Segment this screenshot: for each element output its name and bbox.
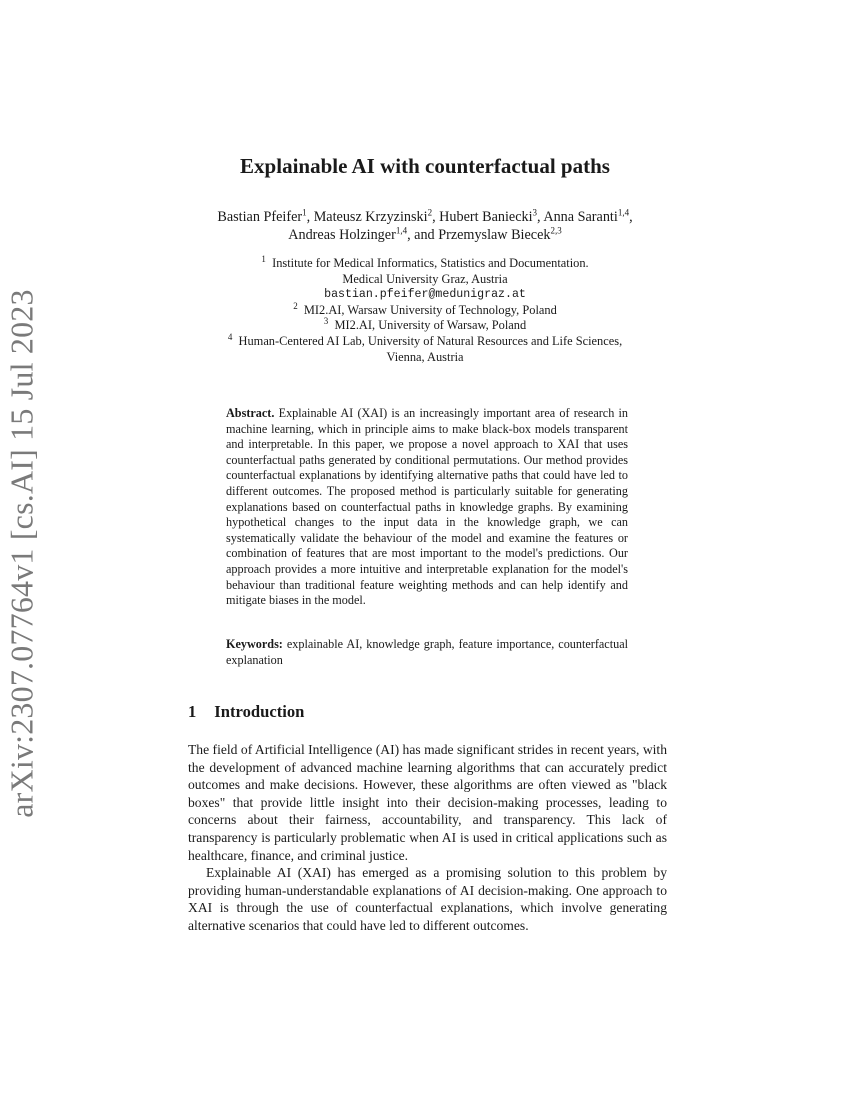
paragraph: Explainable AI (XAI) has emerged as a promising solution to this problem by providing human-understandable explanations of AI decision-making. One approach to XAI is through the use of counterfactual explanations, which involve generating alternative scenarios that could have led to different outcomes. xyxy=(188,865,667,933)
author-list xyxy=(150,208,700,244)
keywords-label: Keywords: xyxy=(226,637,283,651)
affiliation-number: 1 xyxy=(261,253,266,264)
author-separator: , xyxy=(629,209,633,225)
affiliation-1 xyxy=(150,253,700,272)
introduction-body xyxy=(188,741,667,935)
affiliation-4 xyxy=(150,331,700,350)
author-separator: , and xyxy=(407,227,439,243)
abstract xyxy=(226,406,628,609)
affiliation-text: MI2.AI, University of Warsaw, Poland xyxy=(334,318,527,333)
author-name: Anna Saranti xyxy=(543,209,618,225)
affiliation-number: 4 xyxy=(227,331,233,342)
affiliation-2 xyxy=(150,300,700,319)
arxiv-identifier-text: arXiv:2307.07764v1 [cs.AI] 15 Jul 2023 xyxy=(3,288,40,818)
section-heading xyxy=(188,702,304,722)
author-affiliation-mark: 2,3 xyxy=(550,225,562,236)
author-email: bastian.pfeifer@medunigraz.at xyxy=(324,288,526,302)
author-affiliation-mark: 1,4 xyxy=(395,225,408,236)
section-number: 1 xyxy=(188,702,197,721)
keywords-text: explainable AI, knowledge graph, feature importance, counterfactual explanation xyxy=(226,637,628,667)
author-separator: , xyxy=(537,209,544,225)
affiliation-text: Human-Centered AI Lab, University of Natural Resources and Life Sciences, xyxy=(238,333,623,348)
affiliation-text: Institute for Medical Informatics, Statistics and Documentation. xyxy=(272,256,589,270)
affiliation-4-city: Vienna, Austria xyxy=(386,349,464,364)
author-name: Bastian Pfeifer xyxy=(217,209,303,225)
affiliation-1-city: Medical University Graz, Austria xyxy=(342,271,508,286)
keywords xyxy=(226,637,628,668)
author-affiliation-mark: 1,4 xyxy=(617,207,630,218)
affiliation-3 xyxy=(150,318,700,334)
author-line-1 xyxy=(150,208,700,226)
author-name: Mateusz Krzyzinski xyxy=(313,209,428,225)
abstract-text: Explainable AI (XAI) is an increasingly important area of research in machine learning, which in principle aims to make black-box models transparent and interpretable. In this paper, we propose a novel approach to XAI that uses counterfactual paths generated by conditional permutations. Our method provides counterfactual explanations by identifying alternative paths that could have led to different outcomes. The proposed method is particularly suitable for generating explanations based on counterfactual paths in knowledge graphs. By examining hypothetical changes to the input data in the knowledge graph, we can systematically validate the behaviour of the model and examine the features or combination of features that are most important to the model's predictions. Our approach provides a more intuitive and interpretable explanation for the model's behaviour than traditional feature weighting methods and can help identify and mitigate biases in the model. xyxy=(226,406,629,608)
affiliation-list xyxy=(150,253,700,365)
author-name: Hubert Baniecki xyxy=(439,209,533,225)
author-name: Andreas Holzinger xyxy=(288,227,396,243)
author-name: Przemyslaw Biecek xyxy=(438,227,551,243)
author-affiliation-mark: 3 xyxy=(532,207,538,218)
abstract-label: Abstract. xyxy=(226,406,275,420)
paper-title: Explainable AI with counterfactual paths xyxy=(240,154,610,178)
paragraph: The field of Artificial Intelligence (AI) has made significant strides in recent years, with the development of advanced machine learning algorithms that can accurately predict outcomes and make decisions. However, these algorithms are often viewed as "black boxes" that provide little insight into their decision-making processes, leading to concerns about their fairness, accountability, and transparency. This lack of transparency is particularly problematic when AI is used in critical applications such as healthcare, finance, and criminal justice. xyxy=(188,742,667,863)
author-separator: , xyxy=(432,209,440,225)
arxiv-identifier xyxy=(2,288,42,818)
affiliation-text: MI2.AI, Warsaw University of Technology, Poland xyxy=(303,302,557,317)
author-affiliation-mark: 2 xyxy=(427,207,433,218)
author-line-2 xyxy=(150,226,700,244)
author-affiliation-mark: 1 xyxy=(302,207,307,218)
affiliation-number: 3 xyxy=(323,316,329,327)
affiliation-number: 2 xyxy=(293,300,298,311)
section-title: Introduction xyxy=(214,702,305,721)
author-separator: , xyxy=(306,209,314,225)
